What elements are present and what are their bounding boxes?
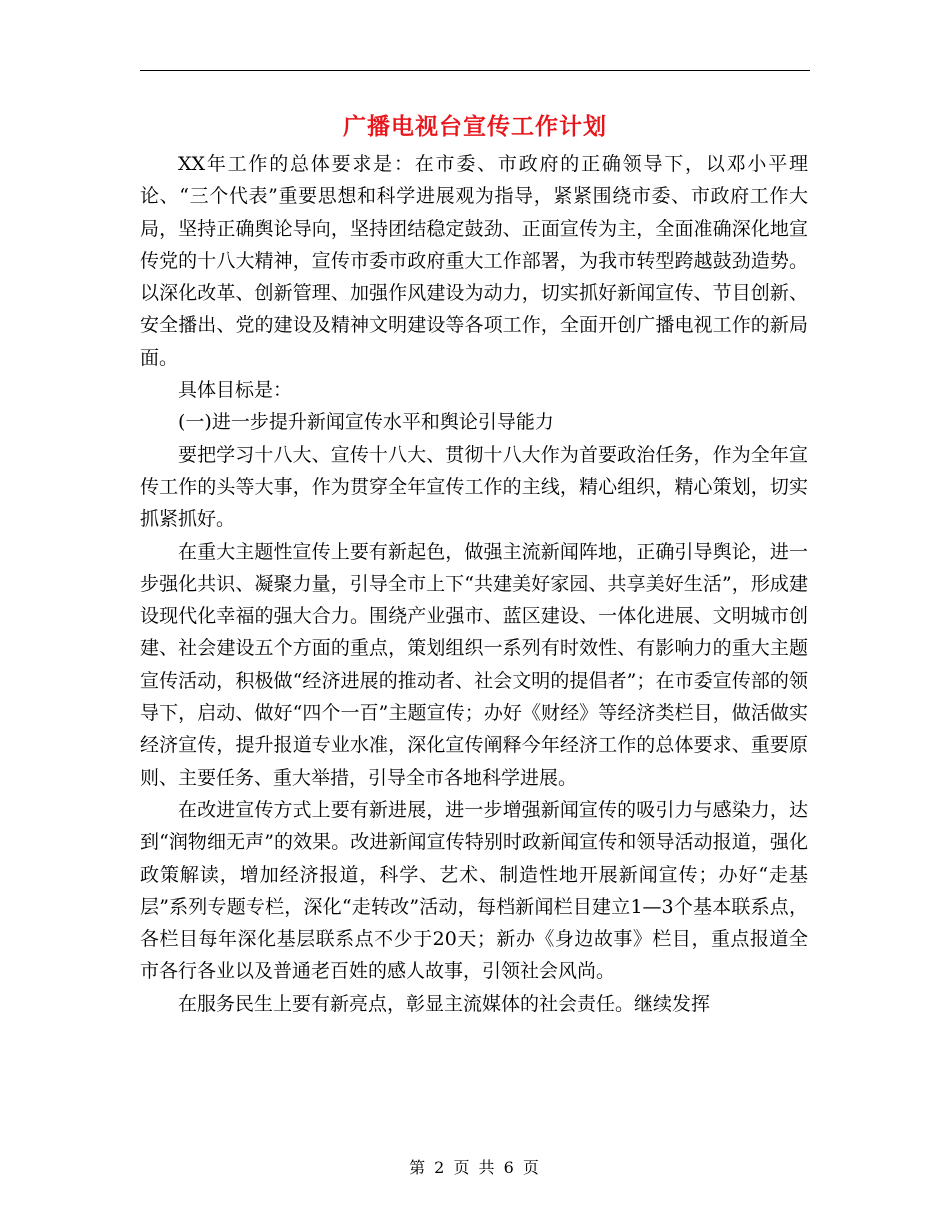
document-title: 广播电视台宣传工作计划	[343, 114, 607, 140]
paragraph: 在改进宣传方式上要有新进展，进一步增强新闻宣传的吸引力与感染力，达到“润物细无声”的效果。改进新闻宣传特别时政新闻宣传和领导活动报道，强化政策解读，增加经济报道，科学、艺术、制造性地开展新闻宣传；办好“走基层”系列专题专栏，深化“走转改”活动，每档新闻栏目建立1—3个基本联系点，各栏目每年深化基层联系点不少于20天；新办《身边故事》栏目，重点报道全市各行各业以及普通老百姓的感人故事，引领社会风尚。	[140, 798, 808, 983]
paragraph: XX年工作的总体要求是：在市委、市政府的正确领导下，以邓小平理论、“三个代表”重要思想和科学进展观为指导，紧紧围绕市委、市政府工作大局，坚持正确舆论导向，坚持团结稳定鼓劲、正面宣传为主，全面准确深化地宣传党的十八大精神，宣传市委市政府重大工作部署，为我市转型跨越鼓劲造势。以深化改革、创新管理、加强作风建设为动力，切实抓好新闻宣传、节目创新、安全播出、党的建设及精神文明建设等各项工作，全面开创广播电视工作的新局面。	[140, 153, 808, 369]
paragraph: 在重大主题性宣传上要有新起色，做强主流新闻阵地，正确引导舆论，进一步强化共识、凝聚力量，引导全市上下“共建美好家园、共享美好生活”，形成建设现代化幸福的强大合力。围绕产业强市、蓝区建设、一体化进展、文明城市创建、社会建设五个方面的重点，策划组织一系列有时效性、有影响力的重大主题宣传活动，积极做“经济进展的推动者、社会文明的提倡者”；在市委宣传部的领导下，启动、做好“四个一百”主题宣传；办好《财经》等经济类栏目，做活做实经济宣传，提升报道专业水准，深化宣传阐释今年经济工作的总体要求、重要原则、主要任务、重大举措，引导全市各地科学进展。	[140, 540, 808, 789]
paragraph: 具体目标是：	[178, 379, 293, 402]
page-number: 第 2 页 共 6 页	[409, 1158, 541, 1177]
paragraph: 要把学习十八大、宣传十八大、贯彻十八大作为首要政治任务，作为全年宣传工作的头等大事，作为贯穿全年宣传工作的主线，精心组织，精心策划，切实抓紧抓好。	[140, 443, 808, 531]
section-heading: (一)进一步提升新闻宣传水平和舆论引导能力	[178, 411, 554, 434]
header-rule	[140, 70, 810, 71]
paragraph: 在服务民生上要有新亮点，彰显主流媒体的社会责任。继续发挥	[178, 992, 711, 1015]
document-body	[140, 148, 808, 1020]
